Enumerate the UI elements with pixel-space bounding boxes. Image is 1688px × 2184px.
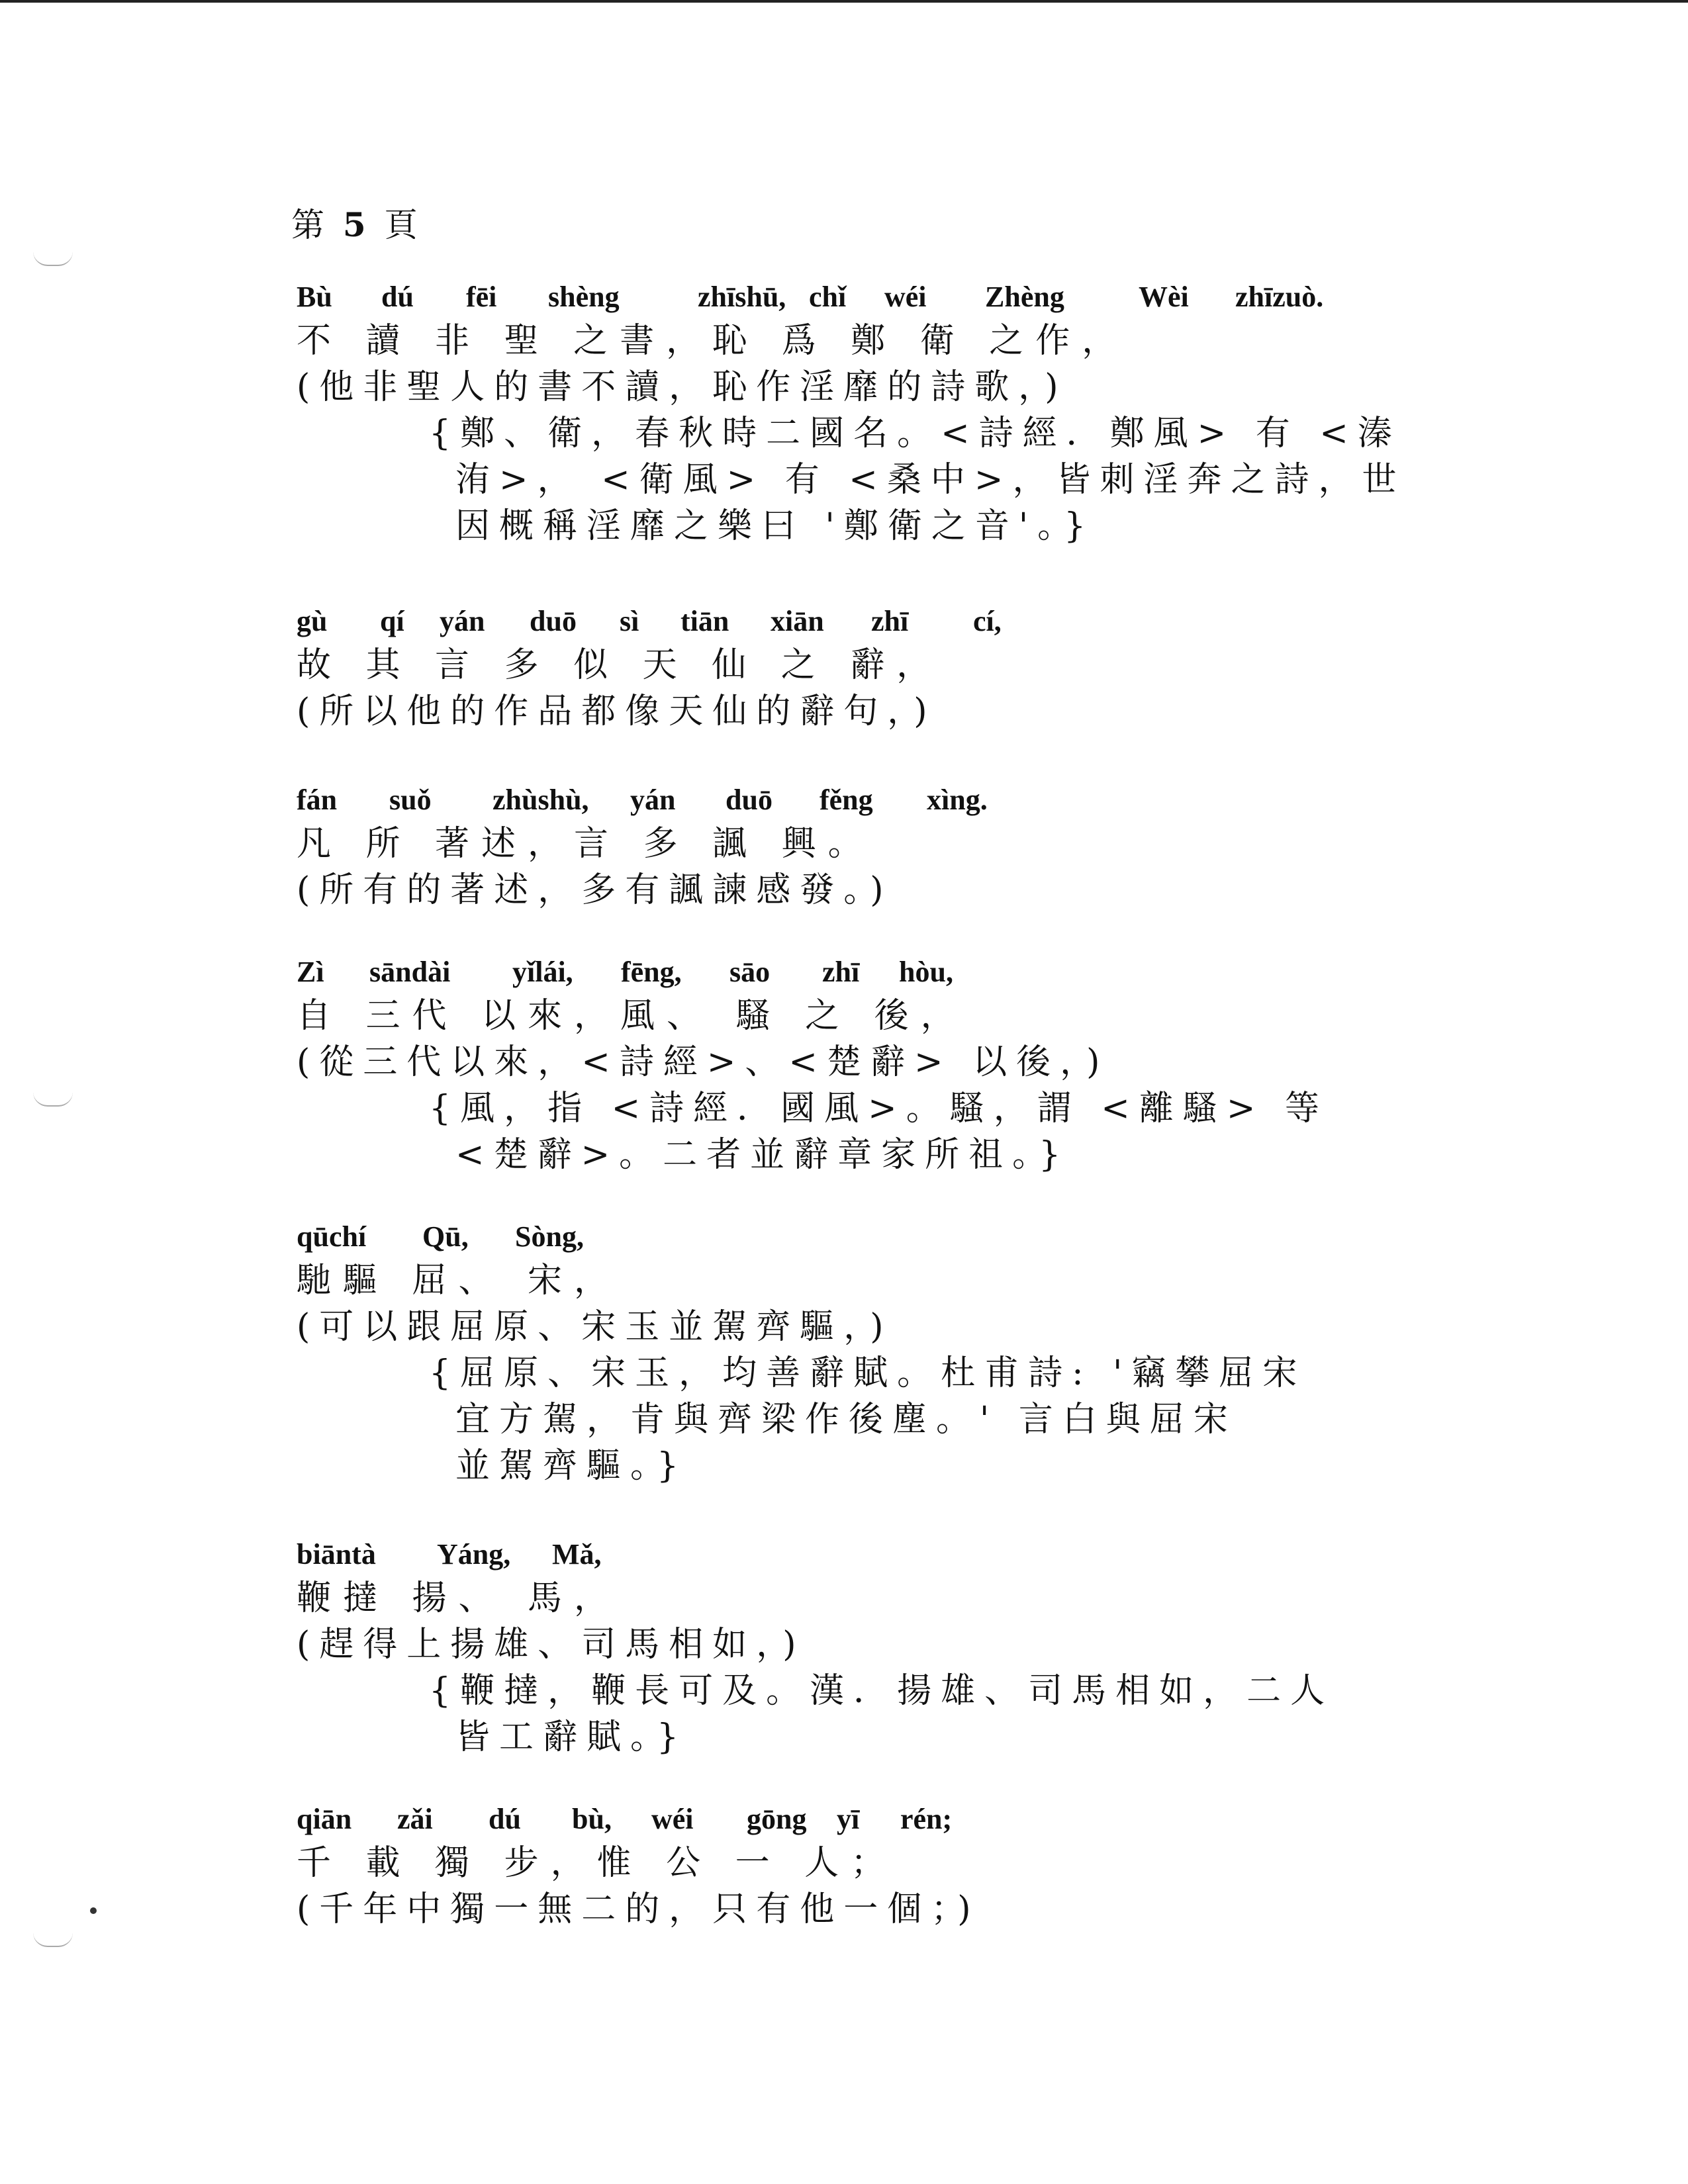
pinyin-line [297,1787,1382,1840]
pinyin-line [297,768,1382,821]
annotation-line: {屈原、宋玉，均善辭賦。杜甫詩: '竊攀屈宋 [429,1353,1307,1393]
pinyin-syllable: xìng. [927,784,988,816]
pinyin-syllable: Sòng, [515,1220,584,1253]
pinyin-syllable: qiān [297,1803,352,1835]
verse-block [297,1522,1382,1760]
chinese-text-line: 馳驅 屈、 宋， [297,1261,621,1300]
translation-line: (趕得上揚雄、司馬相如，) [297,1625,806,1664]
pinyin-syllable: wéi [884,281,927,313]
scan-hole-mark [33,1933,73,1947]
pinyin-syllable: Mǎ, [552,1538,602,1570]
chinese-text-line: 故 其 言 多 似 天 仙 之 辭， [297,645,943,685]
pinyin-syllable: xiān [771,605,824,637]
verse-block [297,1205,1382,1489]
pinyin-syllable: shèng [548,281,620,313]
translation-line: (他非聖人的書不讀，恥作淫靡的詩歌，) [297,367,1068,407]
translation-line: (所以他的作品都像天仙的辭句，) [297,692,937,731]
pinyin-syllable: Yáng, [437,1538,511,1570]
pinyin-line [297,1522,1382,1575]
pinyin-syllable: hòu, [899,956,953,988]
pinyin-line [297,1205,1382,1257]
pinyin-syllable: duō [726,784,773,816]
annotation-line: 因概稱淫靡之樂曰 '鄭衛之音'。} [455,506,1096,546]
pinyin-syllable: Zhèng [985,281,1064,313]
scan-hole-mark [33,251,73,266]
pinyin-syllable: fěng [820,784,873,816]
pinyin-syllable: Bù [297,281,332,313]
pinyin-syllable: yán [630,784,676,816]
pinyin-syllable: sāo [729,956,771,988]
pinyin-line [297,589,1382,642]
verse-block [297,265,1406,549]
annotation-line: 洧>， <衛風> 有 <桑中>，皆刺淫奔之詩，世 [455,460,1406,500]
verse-block [297,768,1382,913]
chinese-text-line: 千 載 獨 步，惟 公 一 人； [297,1843,898,1883]
translation-line: (可以跟屈原、宋玉並駕齊驅，) [297,1307,893,1347]
annotation-line: {鞭撻，鞭長可及。漢．揚雄、司馬相如，二人 [429,1671,1335,1711]
pinyin-syllable: fēi [466,281,497,313]
pinyin-syllable: dú [489,1803,521,1835]
annotation-line: <楚辭>。二者並辭章家所祖。} [455,1135,1070,1175]
pinyin-syllable: rén; [900,1803,953,1835]
scan-top-edge [0,0,1688,3]
pinyin-syllable: qí [380,605,404,637]
pinyin-line [297,940,1382,993]
pinyin-syllable: fán [297,784,338,816]
pinyin-syllable: Zì [297,956,324,988]
pinyin-syllable: duō [530,605,577,637]
chinese-text-line: 不 讀 非 聖 之書，恥 爲 鄭 衛 之作， [297,321,1129,361]
pinyin-syllable: sāndài [369,956,451,988]
translation-line: (從三代以來，<詩經>、<楚辭> 以後，) [297,1042,1109,1082]
pinyin-line [297,265,1382,318]
pinyin-syllable: zhī [822,956,860,988]
pinyin-syllable: yán [440,605,485,637]
verse-block [297,940,1382,1178]
page-label-number: 5 [342,205,370,244]
verse-block [297,1787,1382,1933]
pinyin-syllable: Qū, [422,1220,469,1253]
pinyin-syllable: suǒ [389,784,432,816]
pinyin-syllable: Wèi [1139,281,1189,313]
pinyin-syllable: gù [297,605,328,637]
pinyin-syllable: cí, [973,605,1002,637]
annotation-line: 宜方駕，肯與齊梁作後塵。' 言白與屈宋 [455,1400,1237,1439]
pinyin-syllable: wéi [651,1803,694,1835]
scan-speck [90,1907,97,1914]
pinyin-syllable: yǐlái, [512,956,573,988]
chinese-text-line: 鞭撻 揚、 馬， [297,1578,621,1618]
verse-block [297,589,1382,735]
pinyin-syllable: tiān [680,605,729,637]
pinyin-syllable: sì [620,605,639,637]
pinyin-syllable: dú [381,281,414,313]
pinyin-syllable: zhī [871,605,909,637]
pinyin-syllable: zǎi [397,1803,433,1835]
pinyin-syllable: zhīzuò. [1235,281,1324,313]
annotation-line: {鄭、衛，春秋時二國名。<詩經．鄭風> 有 <溱 [429,414,1401,453]
pinyin-syllable: qūchí [297,1220,367,1253]
translation-line: (所有的著述，多有諷諫感發。) [297,870,893,910]
annotation-line: 並駕齊驅。} [455,1446,688,1486]
annotation-line: 皆工辭賦。} [455,1717,688,1757]
chinese-text-line: 凡 所 著述，言 多 諷 興。 [297,824,874,864]
translation-line: (千年中獨一無二的，只有他一個；) [297,1889,980,1929]
scan-hole-mark [33,1092,73,1107]
pinyin-syllable: biāntà [297,1538,376,1570]
annotation-line: {風，指 <詩經．國風>。騷，謂 <離騷> 等 [429,1089,1329,1128]
pinyin-syllable: bù, [572,1803,612,1835]
pinyin-syllable: zhīshū, [698,281,786,313]
pinyin-syllable: zhùshù, [492,784,589,816]
pinyin-syllable: gōng [747,1803,807,1835]
pinyin-syllable: fēng, [621,956,682,988]
chinese-text-line: 自 三代 以來，風、 騷 之 後， [297,996,967,1036]
pinyin-syllable: yī [837,1803,860,1835]
pinyin-syllable: chǐ [809,281,847,313]
page-label-prefix: 第 [291,206,328,244]
page-label-suffix: 頁 [384,206,422,244]
page-number [291,199,422,246]
